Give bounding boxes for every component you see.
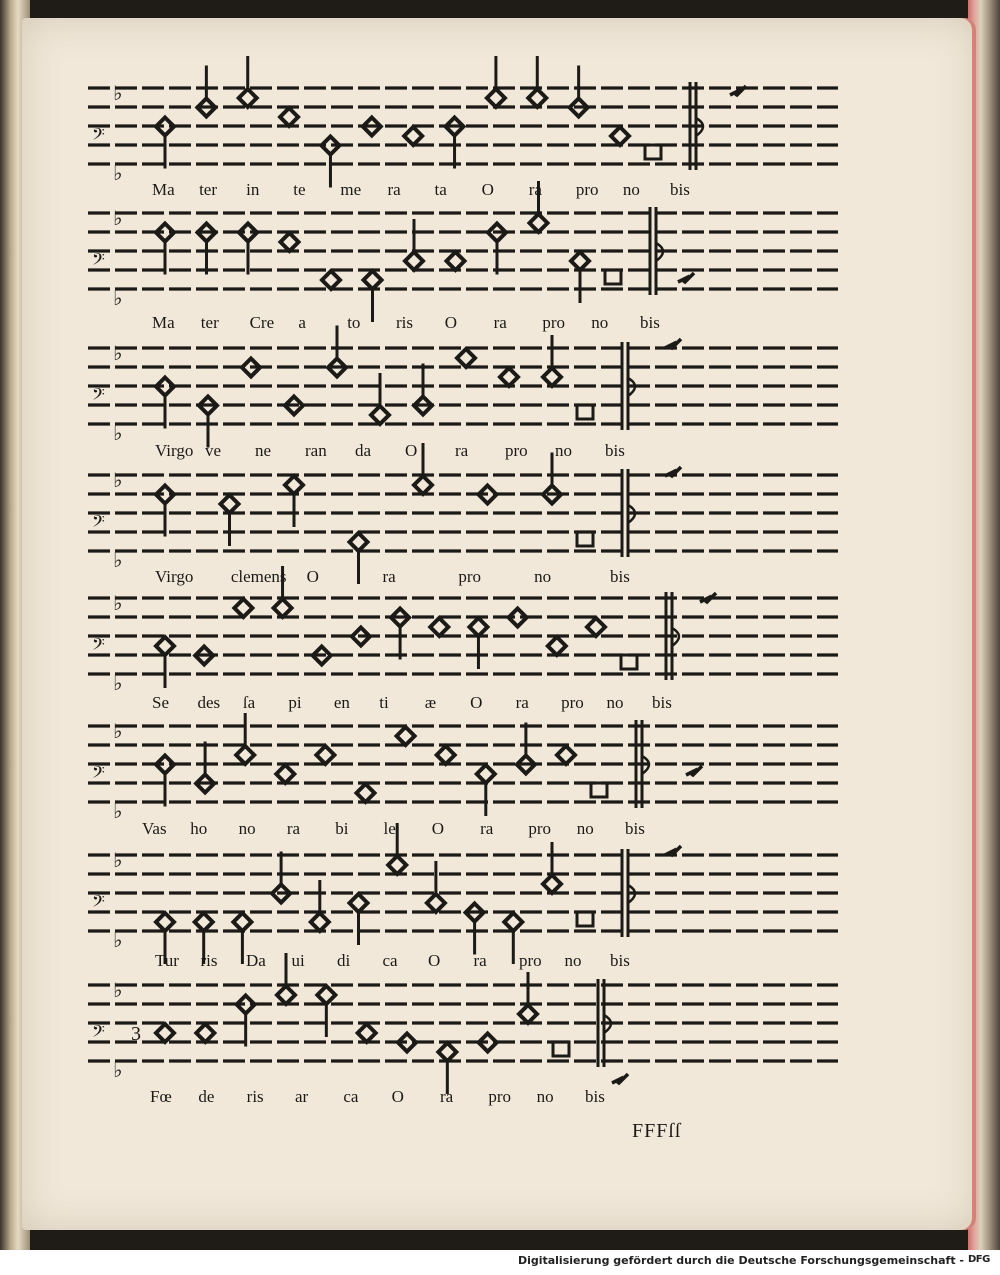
lyric-syllable: ra (515, 693, 529, 712)
note-head (371, 406, 389, 424)
lyric-syllable: O (391, 1087, 404, 1106)
lyric-syllable: te (293, 180, 306, 199)
lyric-syllable: pro (528, 819, 552, 838)
lyric-syllable: bis (605, 441, 625, 460)
note-head (316, 746, 334, 764)
note-head (350, 533, 368, 551)
lyric-syllable: ca (343, 1087, 359, 1106)
lyric-syllable: ra (528, 180, 542, 199)
lyric-syllable: Vas (142, 819, 167, 838)
lyric-syllable: Ma (152, 180, 175, 199)
lyric-syllable: O (306, 567, 319, 586)
note-head (357, 784, 375, 802)
lyric-syllable: ui (291, 951, 305, 970)
flat-sign: ♭ (113, 801, 124, 823)
note-head (543, 368, 561, 386)
lyric-syllable: des (197, 693, 221, 712)
lyric-syllable: no (536, 1087, 554, 1106)
note-head (509, 609, 527, 627)
lyric-syllable: ne (255, 441, 272, 460)
note-head (156, 756, 174, 774)
note-head (233, 913, 251, 931)
lyric-syllable: bis (585, 1087, 605, 1106)
lyric-syllable: bis (610, 567, 630, 586)
lyric-syllable: ter (200, 313, 219, 332)
lyric-syllable: ra (455, 441, 469, 460)
lyric-syllable: ti (379, 693, 389, 712)
note-head (156, 1024, 174, 1042)
lyric-syllable: pro (458, 567, 482, 586)
dfg-logo: DFG (968, 1254, 990, 1265)
lyric-syllable: no (555, 441, 572, 460)
lyric-syllable: ra (387, 180, 401, 199)
note-head (438, 1043, 456, 1061)
lyric-syllable: ho (190, 819, 208, 838)
lyric-syllable: no (534, 567, 552, 586)
note-head (285, 476, 303, 494)
lyric-syllable: pro (575, 180, 599, 199)
lyric-syllable: no (238, 819, 256, 838)
lyric-syllable: bis (652, 693, 672, 712)
lyric-syllable: en (333, 693, 350, 712)
note-head (487, 89, 505, 107)
note-head (350, 894, 368, 912)
flat-sign: ♭ (113, 343, 124, 365)
lyric-syllable: pro (519, 951, 542, 970)
lyric-syllable: Fœ (150, 1087, 172, 1106)
bass-clef: 𝄢 (92, 386, 106, 408)
lyric-syllable: Tur (155, 951, 179, 970)
custos-mark (612, 1074, 628, 1084)
bass-clef: 𝄢 (92, 636, 106, 658)
lyric-syllable: pro (505, 441, 528, 460)
lyric-syllable: ter (199, 180, 218, 199)
note-head (280, 108, 298, 126)
breve-note (577, 912, 593, 926)
lyric-syllable: clemens (230, 567, 287, 586)
note-head (321, 137, 339, 155)
lyric-syllable: de (198, 1087, 215, 1106)
note-head (528, 89, 546, 107)
note-head (281, 233, 299, 251)
note-head (317, 986, 335, 1004)
breve-note (591, 783, 607, 797)
lyric-syllable: ran (305, 441, 327, 460)
lyric-syllable: in (246, 180, 260, 199)
lyric-syllable: pro (561, 693, 584, 712)
note-head (237, 996, 255, 1014)
lyric-syllable: Da (246, 951, 266, 970)
lyric-syllable: ris (246, 1087, 264, 1106)
note-head (611, 127, 629, 145)
footer-bar (0, 1250, 1000, 1275)
flat-sign: ♭ (113, 930, 124, 952)
lyric-syllable: Virgo (155, 441, 194, 460)
note-head (358, 1024, 376, 1042)
lyric-syllable: ra (382, 567, 396, 586)
note-head (587, 618, 605, 636)
lyric-syllable: ſa (242, 693, 256, 712)
lyric-syllable: O (470, 693, 483, 712)
lyric-syllable: ra (440, 1087, 454, 1106)
note-head (156, 913, 174, 931)
lyric-syllable: ris (200, 951, 218, 970)
note-head (571, 252, 589, 270)
lyric-syllable: no (591, 313, 609, 332)
note-head (156, 118, 174, 136)
note-head (274, 599, 292, 617)
lyric-syllable: pi (288, 693, 302, 712)
lyric-syllable: ar (295, 1087, 309, 1106)
note-head (322, 271, 340, 289)
bass-clef: 𝄢 (92, 126, 106, 148)
lyric-syllable: Cre (249, 313, 275, 332)
lyric-syllable: a (298, 313, 306, 332)
note-head (557, 746, 575, 764)
note-head (427, 894, 445, 912)
lyric-syllable: ca (382, 951, 398, 970)
note-head (236, 746, 254, 764)
lyric-syllable: ra (493, 313, 507, 332)
breve-note (553, 1042, 569, 1056)
lyric-syllable: O (431, 819, 445, 838)
lyric-syllable: no (564, 951, 582, 970)
note-head (277, 986, 295, 1004)
bass-clef: 𝄢 (92, 1023, 106, 1045)
lyric-syllable: O (481, 180, 494, 199)
lyric-syllable: to (347, 313, 361, 332)
flat-sign: ♭ (113, 83, 124, 105)
breve-note (605, 270, 621, 284)
note-head (276, 765, 294, 783)
note-head (234, 599, 252, 617)
lyric-syllable: no (576, 819, 594, 838)
time-signature: 3 (131, 1023, 142, 1045)
lyric-syllable: bis (610, 951, 630, 970)
note-head (519, 1005, 537, 1023)
note-head (543, 875, 561, 893)
lyric-syllable: ve (205, 441, 222, 460)
custos-mark (665, 846, 681, 856)
custos-mark (686, 766, 702, 776)
lyric-syllable: di (337, 951, 351, 970)
footer-credit: Digitalisierung gefördert durch die Deutsche Forschungsgemeinschaft - (517, 1254, 964, 1267)
flat-sign: ♭ (113, 673, 124, 695)
lyric-syllable: Se (152, 693, 169, 712)
lyric-syllable: no (622, 180, 640, 199)
custos-mark (665, 467, 681, 477)
note-head (457, 349, 475, 367)
lyric-syllable: æ (424, 693, 437, 712)
note-head (414, 476, 432, 494)
note-head (156, 378, 174, 396)
lyric-syllable: O (405, 441, 418, 460)
note-head (405, 252, 423, 270)
lyric-syllable: ra (286, 819, 301, 838)
flat-sign: ♭ (113, 163, 124, 185)
flat-sign: ♭ (113, 470, 124, 492)
signature-mark: FFFſſ (632, 1120, 682, 1142)
flat-sign: ♭ (113, 208, 124, 230)
note-head (447, 252, 465, 270)
bass-clef: 𝄢 (92, 251, 106, 273)
lyric-syllable: pro (488, 1087, 512, 1106)
note-head (397, 727, 415, 745)
lyric-syllable: ra (473, 951, 487, 970)
flat-sign: ♭ (113, 721, 124, 743)
note-head (196, 1024, 214, 1042)
note-head (156, 637, 174, 655)
bass-clef: 𝄢 (92, 513, 106, 535)
note-head (239, 89, 257, 107)
custos-mark (665, 339, 681, 349)
note-head (504, 913, 522, 931)
lyric-syllable: le (383, 819, 396, 838)
note-head (477, 765, 495, 783)
note-head (156, 486, 174, 504)
note-head (530, 214, 548, 232)
note-head (404, 127, 422, 145)
note-head (364, 271, 382, 289)
note-head (500, 368, 518, 386)
flat-sign: ♭ (113, 1060, 124, 1082)
lyric-syllable: bis (670, 180, 690, 199)
note-head (156, 224, 174, 242)
lyric-syllable: me (340, 180, 362, 199)
flat-sign: ♭ (113, 423, 124, 445)
lyric-syllable: no (606, 693, 624, 712)
lyric-syllable: O (444, 313, 458, 332)
lyric-syllable: pro (542, 313, 566, 332)
lyric-syllable: O (428, 951, 441, 970)
flat-sign: ♭ (113, 850, 124, 872)
flat-sign: ♭ (113, 288, 124, 310)
bass-clef: 𝄢 (92, 893, 106, 915)
lyric-syllable: bis (625, 819, 645, 838)
flat-sign: ♭ (113, 550, 124, 572)
note-head (548, 637, 566, 655)
bass-clef: 𝄢 (92, 764, 106, 786)
lyric-syllable: bis (640, 313, 660, 332)
breve-note (621, 655, 637, 669)
lyric-syllable: da (355, 441, 372, 460)
note-head (430, 618, 448, 636)
note-head (437, 746, 455, 764)
breve-note (577, 405, 593, 419)
lyric-syllable: ta (434, 180, 447, 199)
breve-note (577, 532, 593, 546)
lyric-syllable: Virgo (155, 567, 194, 586)
note-head (239, 224, 257, 242)
breve-note (645, 145, 661, 159)
lyric-syllable: bi (335, 819, 349, 838)
lyric-syllable: Ma (152, 313, 175, 332)
flat-sign: ♭ (113, 593, 124, 615)
flat-sign: ♭ (113, 980, 124, 1002)
lyric-syllable: ra (480, 819, 494, 838)
note-head (469, 618, 487, 636)
note-head (195, 913, 213, 931)
note-head (388, 856, 406, 874)
note-head (221, 495, 239, 513)
custos-mark (678, 273, 694, 283)
lyric-syllable: ris (396, 313, 413, 332)
note-head (311, 913, 329, 931)
